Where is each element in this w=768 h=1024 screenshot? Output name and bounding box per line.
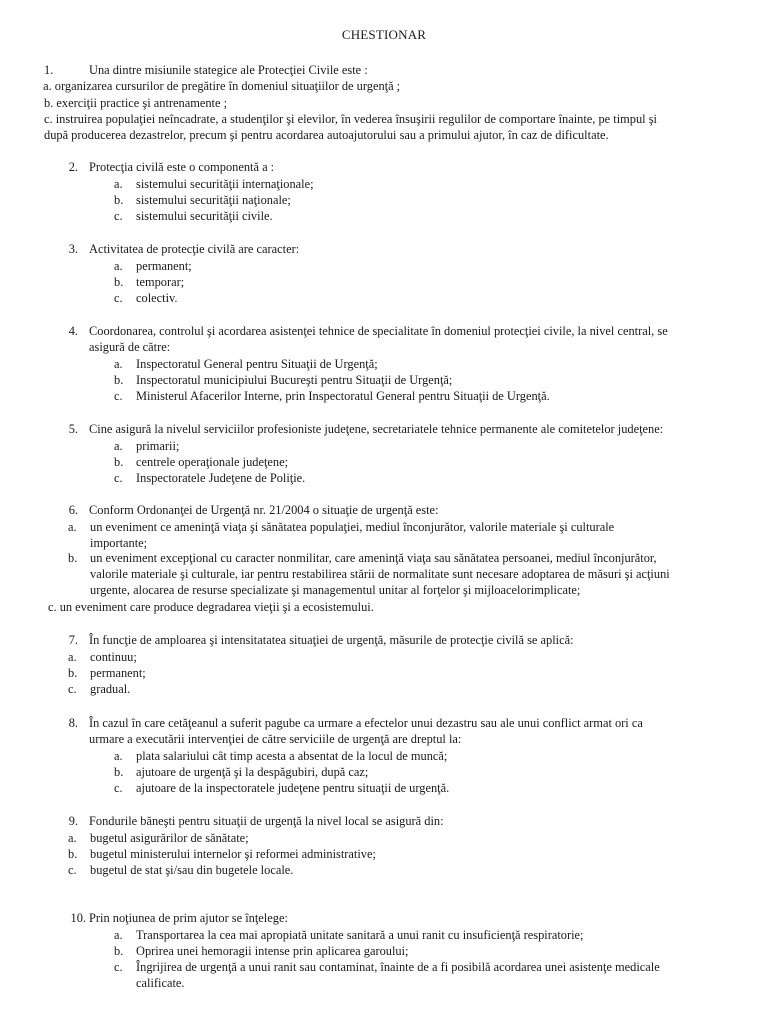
option-label: b.	[68, 666, 78, 680]
option-text: Inspectoratele Judeţene de Poliţie.	[136, 471, 306, 485]
option-text: Inspectoratul General pentru Situaţii de Urgenţă;	[136, 357, 378, 371]
question-number: 4.	[68, 324, 78, 338]
question-text: Cine asigură la nivelul serviciilor profesioniste judeţene, secretariatele tehnice permanente ale comitetelor judeţene:	[89, 422, 664, 436]
option-label: c.	[68, 682, 77, 696]
question-text: Prin noţiunea de prim ajutor se înţelege:	[89, 911, 288, 925]
question-text: Fondurile băneşti pentru situaţii de urgenţă la nivel local se asigură din:	[89, 814, 444, 828]
option-text: Transportarea la cea mai apropiată unitate sanitară a unui ranit cu insuficienţă respiratorie;	[136, 928, 584, 942]
option-text: plata salariului cât timp acesta a absentat de la locul de muncă;	[136, 749, 448, 763]
option-label: a.	[114, 749, 123, 763]
option-text: gradual.	[90, 682, 131, 696]
option-label: b.	[68, 551, 78, 565]
option-text: bugetul asigurărilor de sănătate;	[90, 831, 249, 845]
option-label: a.	[114, 259, 123, 273]
question-text-line-1: În cazul în care cetăţeanul a suferit pagube ca urmare a efectelor unui dezastru sau ale unui conflict armat ori ca	[89, 716, 643, 730]
option-label: c.	[114, 471, 123, 485]
question-text: Conform Ordonanţei de Urgenţă nr. 21/2004 o situaţie de urgenţă este:	[89, 503, 439, 517]
option-text: colectiv.	[136, 291, 178, 305]
option-b: b. exerciţii practice şi antrenamente ;	[44, 96, 228, 110]
option-text: bugetul ministerului internelor şi reformei administrative;	[90, 847, 376, 861]
question-number: 3.	[68, 242, 78, 256]
option-label: a.	[68, 520, 77, 534]
option-text-line-2: calificate.	[136, 976, 185, 990]
option-text-line-2: importante;	[90, 536, 148, 550]
option-text: permanent;	[90, 666, 146, 680]
option-label: b.	[114, 765, 124, 779]
question-number: 2.	[68, 160, 78, 174]
option-label: c.	[114, 209, 123, 223]
question-number: 6.	[68, 503, 78, 517]
option-text-line-2: valorile materiale şi culturale, iar pentru restabilirea stării de normalitate sunt necesare adoptarea de măsuri şi acţiuni	[90, 567, 670, 581]
question-number: 7.	[68, 633, 78, 647]
option-text-line-3: urgente, alocarea de resurse specializate şi managementul unitar al forţelor şi mijloacelorimplicate;	[90, 583, 581, 597]
option-text: sistemului securităţii naţionale;	[136, 193, 291, 207]
option-text: permanent;	[136, 259, 192, 273]
question-text-line-2: asigură de către:	[89, 340, 171, 354]
option-label: c.	[68, 863, 77, 877]
option-text: Oprirea unei hemoragii intense prin aplicarea garoului;	[136, 944, 409, 958]
option-text: sistemului securităţii internaţionale;	[136, 177, 314, 191]
question-text-line-1: Coordonarea, controlul şi acordarea asistenţei tehnice de specialitate în domeniul protecţiei civile, la nivel central, se	[89, 324, 668, 338]
option-label: b.	[114, 275, 124, 289]
option-label: c.	[114, 389, 123, 403]
option-label: a.	[114, 928, 123, 942]
option-label: b.	[114, 373, 124, 387]
option-c-line-1: c. instruirea populaţiei neîncadrate, a studenţilor şi elevilor, în vederea însuşirii regulilor de comportare înainte, pe timpul şi	[44, 112, 657, 126]
option-text: continuu;	[90, 650, 137, 664]
option-label: b.	[114, 944, 124, 958]
option-label: b.	[114, 455, 124, 469]
option-text-line-1: un eveniment excepţional cu caracter nonmilitar, care ameninţă viaţa sau sănătatea persoanei, mediul înconjurător,	[90, 551, 657, 565]
question-text: Protecţia civilă este o componentă a :	[89, 160, 275, 174]
option-text-line-1: Îngrijirea de urgenţă a unui ranit sau contaminat, înainte de a fi posibilă acordarea unei asistenţe medicale	[136, 960, 660, 974]
question-text: Una dintre misiunile stategice ale Protecţiei Civile este :	[89, 63, 368, 77]
option-c: c. un eveniment care produce degradarea vieţii şi a ecosistemului.	[48, 600, 374, 614]
option-label: b.	[68, 847, 78, 861]
option-label: a.	[114, 439, 123, 453]
option-text: sistemului securităţii civile.	[136, 209, 273, 223]
option-text: temporar;	[136, 275, 185, 289]
option-text: Inspectoratul municipiului Bucureşti pentru Situaţii de Urgenţă;	[136, 373, 453, 387]
question-text: În funcţie de amploarea şi intensitatatea situaţiei de urgenţă, măsurile de protecţie civilă se aplică:	[89, 633, 574, 647]
option-text-line-1: un eveniment ce ameninţă viaţa şi sănătatea populaţiei, mediul înconjurător, valorile materiale şi culturale	[90, 520, 615, 534]
option-text: Ministerul Afacerilor Interne, prin Inspectoratul General pentru Situaţii de Urgenţă.	[136, 389, 550, 403]
option-label: b.	[114, 193, 124, 207]
option-label: a.	[114, 357, 123, 371]
document-title: CHESTIONAR	[341, 27, 427, 42]
option-label: c.	[114, 291, 123, 305]
question-number: 9.	[68, 814, 78, 828]
option-text: ajutoare de la inspectoratele judeţene pentru situaţii de urgenţă.	[136, 781, 450, 795]
option-label: a.	[68, 650, 77, 664]
option-text: ajutoare de urgenţă şi la despăgubiri, după caz;	[136, 765, 369, 779]
question-text-line-2: urmare a executării intervenţiei de către serviciile de urgenţă are dreptul la:	[89, 732, 462, 746]
question-number: 8.	[68, 716, 78, 730]
option-label: c.	[114, 960, 123, 974]
option-label: c.	[114, 781, 123, 795]
option-c-line-2: după producerea dezastrelor, precum şi pentru acordarea autoajutorului sau a primului ajutor, în caz de dificultate.	[44, 128, 609, 142]
option-label: a.	[114, 177, 123, 191]
option-label: a.	[68, 831, 77, 845]
option-a: a. organizarea cursurilor de pregătire în domeniul situaţiilor de urgenţă ;	[40, 79, 401, 93]
question-number: 1.	[44, 63, 54, 77]
question-number: 10.	[70, 911, 86, 925]
option-text: centrele operaţionale judeţene;	[136, 455, 289, 469]
option-text: bugetul de stat şi/sau din bugetele locale.	[90, 863, 294, 877]
question-text: Activitatea de protecţie civilă are caracter:	[89, 242, 300, 256]
question-number: 5.	[68, 422, 78, 436]
option-text: primarii;	[136, 439, 180, 453]
